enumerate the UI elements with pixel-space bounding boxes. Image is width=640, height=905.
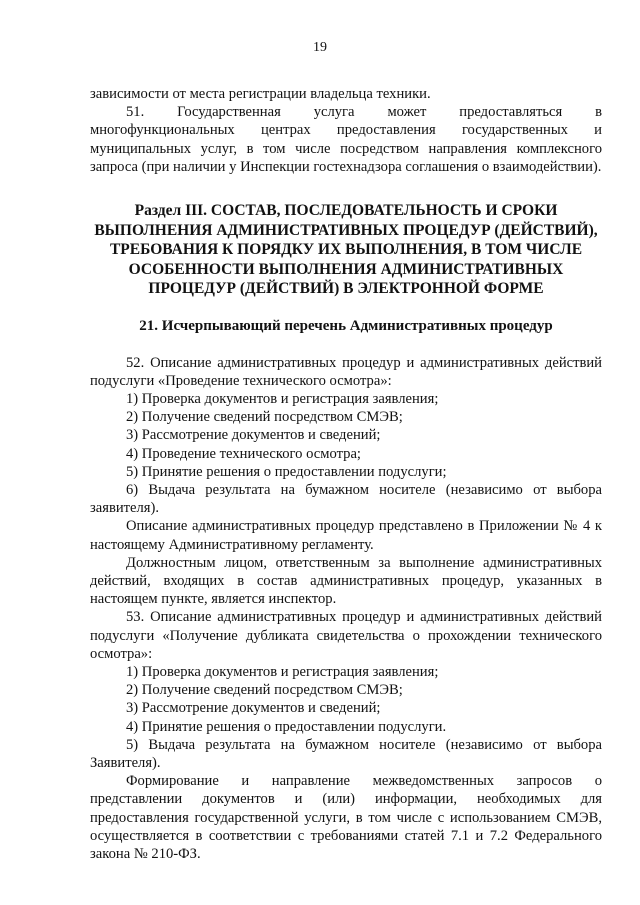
clause-52-note-responsible: Должностным лицом, ответственным за выполнение административных действий, входящих в состав административных процедур, указанных в настоящем пункте, является инспектор. [90,554,602,608]
list-item-last: 5) Выдача результата на бумажном носителе (независимо от выбора Заявителя). [90,736,602,771]
list-item: 2) Получение сведений посредством СМЭВ; [126,409,403,426]
list-item: 4) Принятие решения о предоставлении подуслуги. [126,718,447,735]
list-item-last: 6) Выдача результата на бумажном носителе (независимо от выбора заявителя). [90,481,602,517]
list-item: 3) Рассмотрение документов и сведений; [126,700,381,717]
list-item: 3) Рассмотрение документов и сведений; [126,427,381,444]
page-content [90,85,602,863]
list-item: 1) Проверка документов и регистрация заявления; [126,390,439,407]
list-item: 5) Принятие решения о предоставлении подуслуги; [126,463,447,480]
subsection-heading: 21. Исчерпывающий перечень Административных процедур [139,317,553,334]
clause-53-note-requests: Формирование и направление межведомственных запросов о представлении документов и (или) информации, необходимых для предоставления государственной услуги, в том числе с использованием СМЭВ, осуществляется в соответствии с требованиями статей 7.1 и 7.2 Федерального закона № 210-ФЗ. [90,773,602,862]
section-heading: Раздел III. СОСТАВ, ПОСЛЕДОВАТЕЛЬНОСТЬ И СРОКИ ВЫПОЛНЕНИЯ АДМИНИСТРАТИВНЫХ ПРОЦЕДУР (ДЕЙСТВИЙ), ТРЕБОВАНИЯ К ПОРЯДКУ ИХ ВЫПОЛНЕНИЯ, В ТОМ ЧИСЛЕ ОСОБЕННОСТИ ВЫПОЛНЕНИЯ АДМИНИСТРАТИВНЫХ ПРОЦЕДУР (ДЕЙСТВИЙ) В ЭЛЕКТРОННОЙ ФОРМЕ [94,202,598,298]
clause-52-intro: 52. Описание административных процедур и административных действий подуслуги «Проведение технического осмотра»: [90,354,602,389]
paragraph-51: 51. Государственная услуга может предоставляться в многофункциональных центрах предоставления государственных и муниципальных услуг, в том числе посредством направления комплексного запроса (при наличии у Инспекции гостехнадзора соглашения о взаимодействии). [90,104,602,175]
page-number: 19 [313,40,327,55]
list-item: 4) Проведение технического осмотра; [126,445,361,462]
list-item: 1) Проверка документов и регистрация заявления; [126,663,439,680]
paragraph-continuation: зависимости от места регистрации владельца техники. [90,86,431,102]
list-item: 2) Получение сведений посредством СМЭВ; [126,682,403,699]
clause-52-note-appendix: Описание административных процедур представлено в Приложении № 4 к настоящему Административному регламенту. [90,518,602,553]
clause-53-intro: 53. Описание административных процедур и административных действий подуслуги «Получение дубликата свидетельства о прохождении технического осмотра»: [90,609,602,662]
